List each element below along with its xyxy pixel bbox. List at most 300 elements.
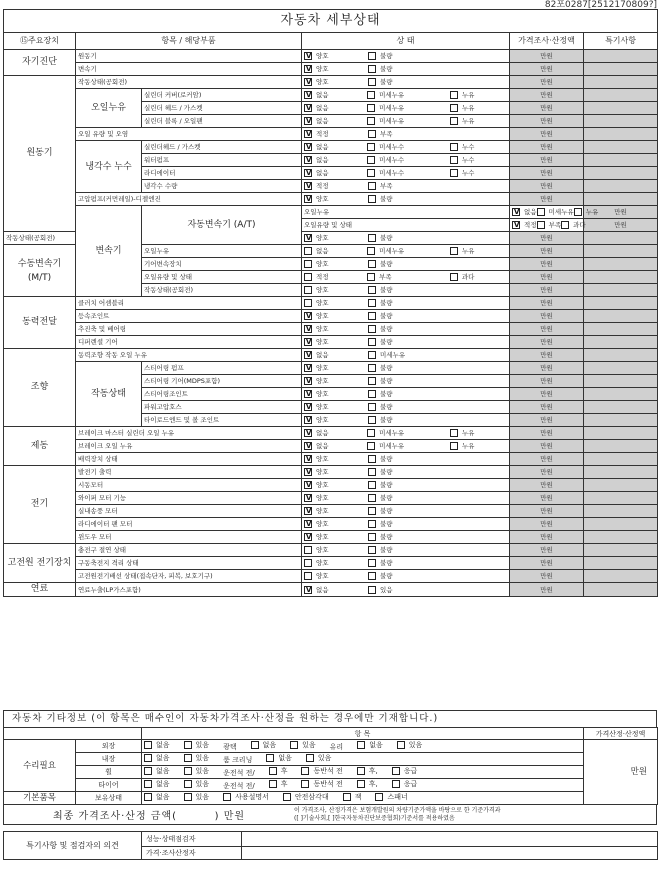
status-option[interactable]: [368, 389, 452, 399]
checked-box-icon[interactable]: [304, 403, 312, 411]
etc-option[interactable]: [184, 766, 210, 776]
checkbox-icon[interactable]: [368, 533, 376, 541]
checkbox-icon[interactable]: [450, 143, 458, 151]
cost-cell[interactable]: 만원: [510, 570, 584, 583]
status-option[interactable]: [302, 324, 368, 334]
etc-option[interactable]: [343, 792, 362, 802]
status-option[interactable]: [368, 480, 452, 490]
note-cell[interactable]: [584, 63, 658, 76]
cost-cell[interactable]: 만원: [510, 427, 584, 440]
checked-box-icon[interactable]: [512, 221, 520, 229]
cost-cell[interactable]: 만원: [510, 453, 584, 466]
status-option[interactable]: [302, 532, 368, 542]
status-option[interactable]: [368, 532, 452, 542]
note-cell[interactable]: [584, 89, 658, 102]
note-cell[interactable]: [584, 583, 658, 597]
etc-option[interactable]: [357, 779, 378, 789]
etc-option[interactable]: [144, 766, 170, 776]
status-option[interactable]: [302, 506, 368, 516]
status-option[interactable]: [302, 246, 367, 256]
checkbox-icon[interactable]: [368, 559, 376, 567]
checkbox-icon[interactable]: [357, 767, 365, 775]
checkbox-icon[interactable]: [368, 182, 376, 190]
checked-box-icon[interactable]: [304, 507, 312, 515]
note-cell[interactable]: [584, 141, 658, 154]
checkbox-icon[interactable]: [144, 754, 152, 762]
cost-cell[interactable]: 만원: [510, 557, 584, 570]
status-option[interactable]: [368, 51, 452, 61]
note-cell[interactable]: [584, 375, 658, 388]
checked-box-icon[interactable]: [304, 442, 312, 450]
note-cell[interactable]: [584, 193, 658, 206]
status-option[interactable]: [510, 220, 537, 230]
checkbox-icon[interactable]: [368, 130, 376, 138]
checkbox-icon[interactable]: [368, 52, 376, 60]
status-option[interactable]: [368, 77, 452, 87]
checked-box-icon[interactable]: [304, 481, 312, 489]
note-cell[interactable]: [584, 362, 658, 375]
checkbox-icon[interactable]: [283, 793, 291, 801]
etc-option[interactable]: [269, 766, 288, 776]
checkbox-icon[interactable]: [251, 741, 259, 749]
checkbox-icon[interactable]: [368, 455, 376, 463]
status-option[interactable]: [367, 142, 450, 152]
status-option[interactable]: [302, 272, 367, 282]
cost-cell[interactable]: 만원: [510, 466, 584, 479]
checkbox-icon[interactable]: [301, 767, 309, 775]
checkbox-icon[interactable]: [450, 156, 458, 164]
status-option[interactable]: [510, 207, 537, 217]
status-option[interactable]: [302, 51, 368, 61]
cost-cell[interactable]: 만원: [510, 544, 584, 557]
checkbox-icon[interactable]: [269, 767, 277, 775]
checkbox-icon[interactable]: [367, 91, 375, 99]
checked-box-icon[interactable]: [304, 520, 312, 528]
cost-cell[interactable]: 만원: [510, 414, 584, 427]
status-option[interactable]: [302, 389, 368, 399]
checked-box-icon[interactable]: [304, 390, 312, 398]
status-option[interactable]: [450, 155, 509, 165]
status-option[interactable]: [450, 441, 509, 451]
status-option[interactable]: [368, 493, 452, 503]
note-cell[interactable]: [584, 50, 658, 63]
checkbox-icon[interactable]: [304, 546, 312, 554]
cost-cell[interactable]: 만원: [510, 440, 584, 453]
checkbox-icon[interactable]: [269, 780, 277, 788]
cost-cell[interactable]: 만원: [510, 115, 584, 128]
note-cell[interactable]: [584, 557, 658, 570]
status-option[interactable]: [302, 129, 368, 139]
status-option[interactable]: [302, 415, 368, 425]
status-option[interactable]: [368, 259, 452, 269]
checkbox-icon[interactable]: [450, 429, 458, 437]
status-option[interactable]: [367, 155, 450, 165]
checkbox-icon[interactable]: [450, 91, 458, 99]
note-cell[interactable]: [584, 440, 658, 453]
status-option[interactable]: [302, 181, 368, 191]
status-option[interactable]: [368, 285, 452, 295]
checkbox-icon[interactable]: [450, 442, 458, 450]
note-cell[interactable]: [584, 76, 658, 89]
cost-cell[interactable]: 만원: [510, 531, 584, 544]
status-option[interactable]: [450, 90, 509, 100]
checked-box-icon[interactable]: [512, 208, 520, 216]
note-cell[interactable]: [584, 401, 658, 414]
checkbox-icon[interactable]: [368, 312, 376, 320]
note-cell[interactable]: [584, 245, 658, 258]
status-option[interactable]: [368, 585, 452, 595]
cost-cell[interactable]: 만원: [510, 362, 584, 375]
status-option[interactable]: [302, 585, 368, 595]
status-option[interactable]: [302, 90, 367, 100]
etc-option[interactable]: [223, 755, 252, 765]
note-cell[interactable]: [584, 284, 658, 297]
status-option[interactable]: [368, 350, 452, 360]
status-option[interactable]: [302, 441, 367, 451]
checked-box-icon[interactable]: [304, 377, 312, 385]
cost-cell[interactable]: 만원: [510, 336, 584, 349]
status-option[interactable]: [368, 363, 452, 373]
checkbox-icon[interactable]: [367, 169, 375, 177]
status-option[interactable]: [302, 545, 368, 555]
status-option[interactable]: [368, 311, 452, 321]
checkbox-icon[interactable]: [368, 78, 376, 86]
etc-option[interactable]: [223, 781, 255, 791]
status-option[interactable]: [368, 129, 452, 139]
checkbox-icon[interactable]: [574, 208, 582, 216]
cost-cell[interactable]: 만원: [510, 76, 584, 89]
checked-box-icon[interactable]: [304, 52, 312, 60]
checkbox-icon[interactable]: [368, 377, 376, 385]
checked-box-icon[interactable]: [304, 234, 312, 242]
checked-box-icon[interactable]: [304, 429, 312, 437]
cost-cell[interactable]: 만원: [510, 89, 584, 102]
checked-box-icon[interactable]: [304, 364, 312, 372]
checkbox-icon[interactable]: [343, 793, 351, 801]
checked-box-icon[interactable]: [304, 312, 312, 320]
checkbox-icon[interactable]: [450, 117, 458, 125]
cost-cell[interactable]: 만원: [510, 323, 584, 336]
status-option[interactable]: [302, 454, 368, 464]
status-option[interactable]: [574, 207, 599, 217]
checkbox-icon[interactable]: [561, 221, 569, 229]
status-option[interactable]: [302, 285, 368, 295]
checkbox-icon[interactable]: [450, 273, 458, 281]
cost-cell[interactable]: 만원: [584, 219, 658, 232]
status-option[interactable]: [450, 103, 509, 113]
status-option[interactable]: [368, 467, 452, 477]
cost-cell[interactable]: 만원: [510, 284, 584, 297]
note-cell[interactable]: [584, 167, 658, 180]
checkbox-icon[interactable]: [266, 754, 274, 762]
status-option[interactable]: [302, 337, 368, 347]
cost-cell[interactable]: 만원: [510, 180, 584, 193]
checked-box-icon[interactable]: [304, 351, 312, 359]
etc-option[interactable]: [144, 779, 170, 789]
cost-cell[interactable]: 만원: [510, 388, 584, 401]
etc-option[interactable]: [290, 740, 316, 750]
checkbox-icon[interactable]: [368, 390, 376, 398]
etc-option[interactable]: [392, 766, 418, 776]
inspector-field[interactable]: [242, 832, 658, 847]
status-option[interactable]: [367, 103, 450, 113]
etc-option[interactable]: [223, 742, 237, 752]
checkbox-icon[interactable]: [304, 247, 312, 255]
note-cell[interactable]: [584, 349, 658, 362]
etc-option[interactable]: [357, 766, 378, 776]
checkbox-icon[interactable]: [368, 572, 376, 580]
status-option[interactable]: [367, 168, 450, 178]
note-cell[interactable]: [584, 388, 658, 401]
checkbox-icon[interactable]: [368, 325, 376, 333]
cost-cell[interactable]: 만원: [510, 193, 584, 206]
status-option[interactable]: [302, 571, 368, 581]
note-cell[interactable]: [584, 271, 658, 284]
status-option[interactable]: [367, 272, 450, 282]
checkbox-icon[interactable]: [290, 741, 298, 749]
cost-cell[interactable]: 만원: [510, 401, 584, 414]
note-cell[interactable]: [584, 427, 658, 440]
note-cell[interactable]: [584, 414, 658, 427]
checkbox-icon[interactable]: [184, 780, 192, 788]
etc-option[interactable]: [144, 740, 170, 750]
checked-box-icon[interactable]: [304, 169, 312, 177]
note-cell[interactable]: [584, 505, 658, 518]
status-option[interactable]: [450, 168, 509, 178]
checkbox-icon[interactable]: [144, 793, 152, 801]
note-cell[interactable]: [584, 115, 658, 128]
checkbox-icon[interactable]: [368, 65, 376, 73]
status-option[interactable]: [302, 493, 368, 503]
checkbox-icon[interactable]: [367, 247, 375, 255]
etc-option[interactable]: [269, 779, 288, 789]
checked-box-icon[interactable]: [304, 533, 312, 541]
checkbox-icon[interactable]: [184, 754, 192, 762]
status-option[interactable]: [368, 324, 452, 334]
checkbox-icon[interactable]: [368, 260, 376, 268]
checked-box-icon[interactable]: [304, 91, 312, 99]
cost-cell[interactable]: 만원: [510, 297, 584, 310]
checkbox-icon[interactable]: [368, 586, 376, 594]
checked-box-icon[interactable]: [304, 416, 312, 424]
cost-cell[interactable]: 만원: [510, 505, 584, 518]
note-cell[interactable]: [584, 531, 658, 544]
status-option[interactable]: [450, 142, 509, 152]
checkbox-icon[interactable]: [304, 260, 312, 268]
checkbox-icon[interactable]: [368, 338, 376, 346]
note-cell[interactable]: [584, 492, 658, 505]
etc-option[interactable]: [306, 753, 332, 763]
checkbox-icon[interactable]: [223, 793, 231, 801]
checkbox-icon[interactable]: [304, 559, 312, 567]
status-option[interactable]: [302, 168, 367, 178]
cost-cell[interactable]: 만원: [510, 128, 584, 141]
cost-cell[interactable]: 만원: [510, 245, 584, 258]
checked-box-icon[interactable]: [304, 156, 312, 164]
cost-cell[interactable]: 만원: [584, 206, 658, 219]
checked-box-icon[interactable]: [304, 182, 312, 190]
checkbox-icon[interactable]: [304, 286, 312, 294]
status-option[interactable]: [302, 77, 368, 87]
status-option[interactable]: [302, 233, 368, 243]
checked-box-icon[interactable]: [304, 455, 312, 463]
status-option[interactable]: [368, 558, 452, 568]
status-option[interactable]: [302, 402, 368, 412]
checked-box-icon[interactable]: [304, 195, 312, 203]
etc-option[interactable]: [397, 740, 423, 750]
checkbox-icon[interactable]: [357, 780, 365, 788]
checkbox-icon[interactable]: [368, 494, 376, 502]
checked-box-icon[interactable]: [304, 130, 312, 138]
note-cell[interactable]: [584, 102, 658, 115]
status-option[interactable]: [367, 116, 450, 126]
checkbox-icon[interactable]: [367, 143, 375, 151]
etc-option[interactable]: [301, 779, 342, 789]
checked-box-icon[interactable]: [304, 338, 312, 346]
checkbox-icon[interactable]: [368, 403, 376, 411]
cost-cell[interactable]: 만원: [510, 479, 584, 492]
etc-option[interactable]: [144, 753, 170, 763]
status-option[interactable]: [367, 246, 450, 256]
checked-box-icon[interactable]: [304, 78, 312, 86]
note-cell[interactable]: [584, 258, 658, 271]
cost-cell[interactable]: 만원: [510, 492, 584, 505]
status-option[interactable]: [368, 402, 452, 412]
status-option[interactable]: [302, 155, 367, 165]
etc-option[interactable]: [375, 792, 407, 802]
status-option[interactable]: [302, 480, 368, 490]
checkbox-icon[interactable]: [375, 793, 383, 801]
checkbox-icon[interactable]: [144, 780, 152, 788]
cost-cell[interactable]: 만원: [510, 232, 584, 245]
checkbox-icon[interactable]: [144, 741, 152, 749]
checkbox-icon[interactable]: [184, 741, 192, 749]
status-option[interactable]: [302, 64, 368, 74]
checkbox-icon[interactable]: [450, 247, 458, 255]
status-option[interactable]: [368, 298, 452, 308]
status-option[interactable]: [367, 90, 450, 100]
cost-cell[interactable]: 만원: [510, 50, 584, 63]
note-cell[interactable]: [584, 466, 658, 479]
status-option[interactable]: [368, 454, 452, 464]
note-cell[interactable]: [584, 323, 658, 336]
status-option[interactable]: [302, 363, 368, 373]
note-cell[interactable]: [584, 180, 658, 193]
checkbox-icon[interactable]: [368, 546, 376, 554]
checkbox-icon[interactable]: [368, 286, 376, 294]
checkbox-icon[interactable]: [367, 273, 375, 281]
checked-box-icon[interactable]: [304, 468, 312, 476]
status-option[interactable]: [302, 142, 367, 152]
checkbox-icon[interactable]: [368, 351, 376, 359]
note-cell[interactable]: [584, 310, 658, 323]
checkbox-icon[interactable]: [368, 520, 376, 528]
status-option[interactable]: [302, 311, 368, 321]
status-option[interactable]: [302, 116, 367, 126]
cost-cell[interactable]: 만원: [510, 102, 584, 115]
note-cell[interactable]: [584, 570, 658, 583]
status-option[interactable]: [537, 220, 562, 230]
checkbox-icon[interactable]: [184, 767, 192, 775]
checkbox-icon[interactable]: [368, 481, 376, 489]
etc-option[interactable]: [144, 792, 170, 802]
checkbox-icon[interactable]: [304, 299, 312, 307]
etc-option[interactable]: [223, 792, 269, 802]
checkbox-icon[interactable]: [367, 429, 375, 437]
checkbox-icon[interactable]: [368, 234, 376, 242]
checkbox-icon[interactable]: [397, 741, 405, 749]
status-option[interactable]: [368, 376, 452, 386]
checkbox-icon[interactable]: [144, 767, 152, 775]
status-option[interactable]: [368, 181, 452, 191]
checkbox-icon[interactable]: [304, 273, 312, 281]
cost-cell[interactable]: 만원: [510, 167, 584, 180]
note-cell[interactable]: [584, 544, 658, 557]
status-option[interactable]: [368, 64, 452, 74]
status-option[interactable]: [302, 194, 368, 204]
appraiser-field[interactable]: [242, 847, 658, 860]
checkbox-icon[interactable]: [368, 299, 376, 307]
status-option[interactable]: [302, 298, 368, 308]
status-option[interactable]: [302, 103, 367, 113]
checkbox-icon[interactable]: [184, 793, 192, 801]
etc-option[interactable]: [223, 768, 255, 778]
checkbox-icon[interactable]: [537, 208, 545, 216]
note-cell[interactable]: [584, 232, 658, 245]
cost-cell[interactable]: 만원: [510, 271, 584, 284]
status-option[interactable]: [368, 194, 452, 204]
checkbox-icon[interactable]: [450, 169, 458, 177]
status-option[interactable]: [537, 207, 574, 217]
status-option[interactable]: [368, 233, 452, 243]
cost-cell[interactable]: 만원: [510, 63, 584, 76]
checkbox-icon[interactable]: [367, 104, 375, 112]
status-option[interactable]: [368, 337, 452, 347]
cost-cell[interactable]: 만원: [510, 141, 584, 154]
cost-cell[interactable]: 만원: [510, 518, 584, 531]
cost-cell[interactable]: 만원: [510, 349, 584, 362]
status-option[interactable]: [450, 272, 509, 282]
cost-cell[interactable]: 만원: [510, 310, 584, 323]
status-option[interactable]: [302, 428, 367, 438]
etc-cost-cell[interactable]: 만원: [584, 740, 658, 805]
note-cell[interactable]: [584, 453, 658, 466]
etc-option[interactable]: [330, 742, 344, 752]
etc-option[interactable]: [357, 740, 383, 750]
checkbox-icon[interactable]: [367, 156, 375, 164]
status-option[interactable]: [302, 259, 368, 269]
etc-option[interactable]: [392, 779, 418, 789]
status-option[interactable]: [302, 376, 368, 386]
etc-option[interactable]: [251, 740, 277, 750]
etc-option[interactable]: [184, 792, 210, 802]
note-cell[interactable]: [584, 336, 658, 349]
status-option[interactable]: [450, 116, 509, 126]
checkbox-icon[interactable]: [450, 104, 458, 112]
status-option[interactable]: [367, 428, 450, 438]
cost-cell[interactable]: 만원: [510, 258, 584, 271]
status-option[interactable]: [368, 545, 452, 555]
status-option[interactable]: [367, 441, 450, 451]
checkbox-icon[interactable]: [392, 780, 400, 788]
checkbox-icon[interactable]: [537, 221, 545, 229]
status-option[interactable]: [302, 519, 368, 529]
checked-box-icon[interactable]: [304, 325, 312, 333]
etc-option[interactable]: [184, 753, 210, 763]
checkbox-icon[interactable]: [368, 468, 376, 476]
checked-box-icon[interactable]: [304, 494, 312, 502]
checkbox-icon[interactable]: [357, 741, 365, 749]
